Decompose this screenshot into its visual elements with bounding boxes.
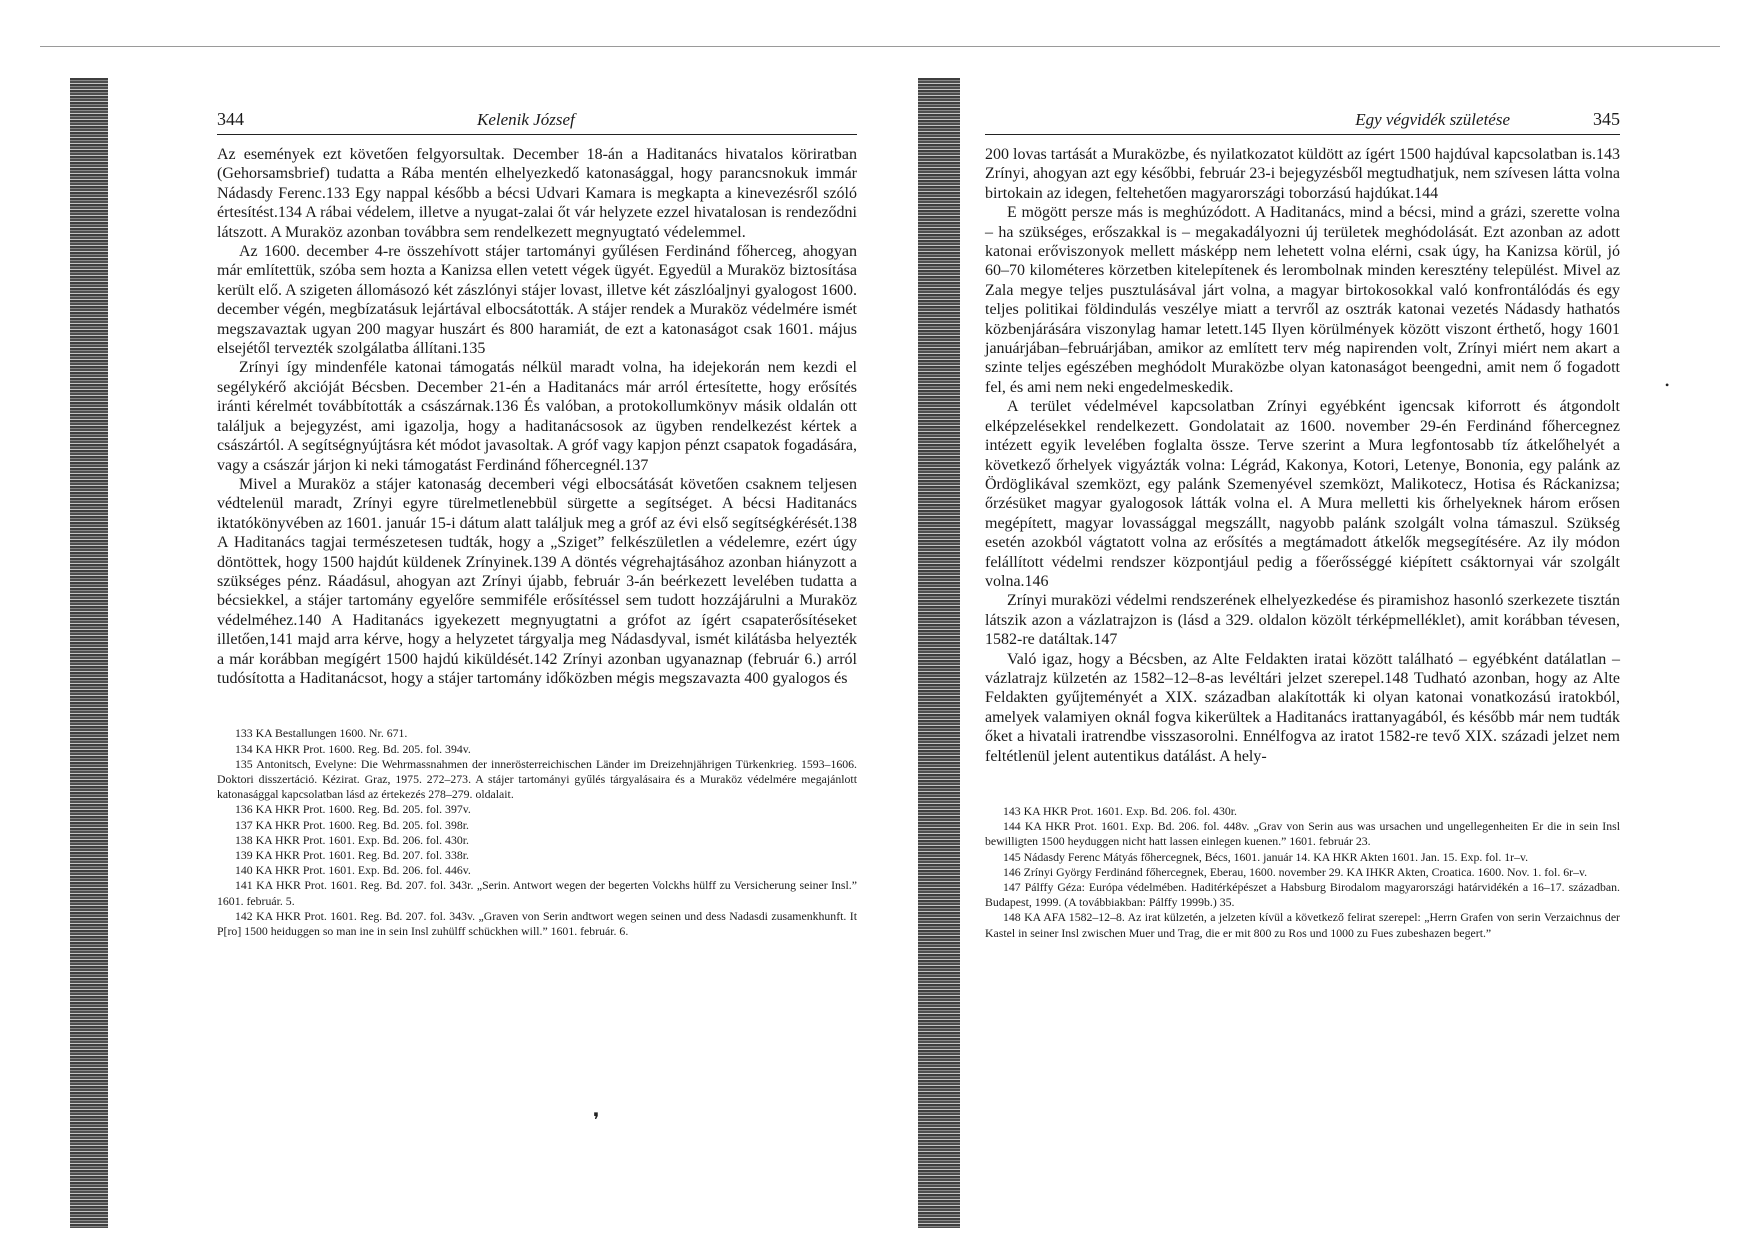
footnote: 139 KA HKR Prot. 1601. Reg. Bd. 207. fol. 338r.	[235, 848, 469, 862]
paragraph: Az 1600. december 4-re összehívott stájer tartományi gyűlésen Ferdinánd főherceg, ahogyan már említettük, szóba sem hozta a Kanizsa ellen vetett végek ügyét. Egyedül a Muraköz biztosítása került elő. A szigeten állomásozó két zászlónyi stájer lovast, illetve két zászlóaljnyi gyalogost 1600. december végén, megbízatásuk lejártával elbocsátották. A stájer rendek a Muraköz védelmére ismét megszavaztak ugyan 200 magyar huszárt és 800 haramiát, de ezt a katonaságot csak 1601. május elsejétől tervezték szolgálatba állítani.135	[217, 243, 857, 358]
footnote: 141 KA HKR Prot. 1601. Reg. Bd. 207. fol. 343r. „Serin. Antwort wegen der begerten Volckhs hülff zu Versicherung seiner Insl.” 1601. február. 5.	[217, 878, 857, 908]
paragraph: 200 lovas tartását a Muraközbe, és nyilatkozatot küldött az ígért 1500 hajdúval kapcsolatban is.143 Zrínyi, ahogyan azt egy későbbi, február 23-i bejegyzésből megtudhatjuk, nem szívesen látta volna birtokain az idegen, feltehetően magyarországi toborzású hajdúkat.144	[985, 146, 1620, 202]
right-page-body	[985, 145, 1620, 766]
running-head-right: Egy végvidék születése	[1355, 110, 1510, 129]
footnote: 147 Pálffy Géza: Európa védelmében. Haditérképészet a Habsburg Birodalom magyarországi határvidékén a 16–17. században. Budapest, 1999. (A továbbiakban: Pálffy 1999b.) 35.	[985, 880, 1620, 910]
footnote: 148 KA AFA 1582–12–8. Az irat külzetén, a jelzeten kívül a következő felirat szerepel: „Herrn Grafen von serin Verzaichnus der Kastel in seiner Insl zwischen Muer und Trag, die er mit 800 zu Ros und 1000 zu Fues zubeshazen begert.”	[985, 910, 1620, 940]
pencil-dot: •	[1665, 378, 1670, 392]
footnote: 140 KA HKR Prot. 1601. Exp. Bd. 206. fol. 446v.	[235, 863, 471, 878]
paragraph: Való igaz, hogy a Bécsben, az Alte Feldakten iratai között található – egyébként datálatlan – vázlatrajz külzetén az 1582–12–8-as levéltári jelzet szerepel.148 Tudható azonban, hogy az Alte Feldakten gyűjteményét a XIX. században alakították ki olyan katonai vonatkozású iratokból, amelyek valamiyen oknál fogva kikerültek a Haditanács irattanyagából, és később már nem tudták őket a hivatali iratrendbe visszasorolni. Ennélfogva az iratot 1582-re tevő XIX. századi jelzet nem feltétlenül jelent autentikus datálást. A hely-	[985, 650, 1620, 765]
paragraph: Az események ezt követően felgyorsultak. December 18-án a Haditanács hivatalos köriratban (Gehorsamsbrief) tudatta a Rába mentén elhelyezkedő katonasággal, hogy parancsnokuk immár Nádasdy Ferenc.133 Egy nappal később a bécsi Udvari Kamara is megkapta a kinevezésről szóló értesítést.134 A rábai védelem, illetve a nyugat-zalai őt vár helyzete ezzel hivatalosan is rendeződni látszott. A Muraköz azonban továbbra sem rendelkezett megnyugtató védelemmel.	[217, 146, 857, 241]
footnote: 138 KA HKR Prot. 1601. Exp. Bd. 206. fol. 430r.	[235, 832, 469, 847]
footnote: 144 KA HKR Prot. 1601. Exp. Bd. 206. fol. 448v. „Grav von Serin aus was ursachen und ungellegenheiten Er die in sein Insl bewilligten 1500 heyduggen nicht hatt lassen einlegen kuenen.” 1601. február 23.	[985, 819, 1620, 849]
footnote: 146 Zrínyi György Ferdinánd főhercegnek, Eberau, 1600. november 29. KA IHKR Akten, Croatica. 1600. Nov. 1. fol. 6r–v.	[1003, 864, 1588, 879]
left-page-header	[217, 100, 857, 135]
left-page	[217, 100, 857, 939]
book-gutter-shadow	[918, 78, 960, 1228]
right-page-header	[985, 100, 1620, 135]
paragraph: A terület védelmével kapcsolatban Zrínyi egyébként igencsak kiforrott és átgondolt elképzelésekkel rendelkezett. Gondolatait az 1600. november 29-én Ferdinánd főhercegnez intézett egyik levelében foglalta össze. Terve szerint a Mura legfontosabb tíz átkelőhelyét a következő őrhelyek vigyázták volna: Légrád, Kakonya, Kotori, Letenye, Bononia, egy palánk az Ördöglikával szemközt, egy palánk Szemenyével szemközt, Malikotecz, Hotisa és Ráckanizsa; őrzésüket magyar gyalogosok látták volna el. A Mura melletti kis őrhelyeknek három erősen megépített, magyar lovassággal megszállt, nagyobb palánk szolgált volna támaszul. Szükség esetén azokból vágtatott volna az erősítés a megtámadott átkelők megsegítésére. Az ily módon felállított védelmi rendszer központjául pedig a főerősséggé kiépített csáktornyai vár szolgált volna.146	[985, 398, 1620, 590]
scan-edge-line	[40, 46, 1720, 47]
running-head-left: Kelenik József	[477, 110, 575, 129]
right-page	[985, 100, 1620, 941]
page-number-right: 345	[1593, 109, 1620, 129]
footnote: 143 KA HKR Prot. 1601. Exp. Bd. 206. fol. 430r.	[1003, 804, 1237, 818]
right-footnotes	[985, 804, 1620, 941]
page-number-left: 344	[217, 109, 244, 129]
paragraph: Zrínyi muraközi védelmi rendszerének elhelyezkedése és piramishoz hasonló szerkezete tisztán látszik azon a vázlatrajzon is (lásd a 329. oldalon közölt térképmelléklet), amit korábban tévesen, 1582-re datáltak.147	[985, 592, 1620, 649]
paragraph: Mivel a Muraköz a stájer katonaság decemberi végi elbocsátását követően csaknem teljesen védtelenül maradt, Zrínyi egyre türelmetlenebbül sürgette a segítséget. A bécsi Haditanács iktatókönyvében az 1601. január 15-i dátum alatt találjuk meg a gróf az évi első segítségkérését.138 A Haditanács tagjai természetesen tudták, hogy a „Sziget” felkészületlen a védelemre, ezért úgy döntöttek, hogy 1500 hajdút küldenek Zrínyinek.139 A döntés végrehajtásához azonban hiányzott a szükséges pénz. Ráadásul, ahogyan azt Zrínyi újabb, február 3-án beérkezett levelében tudatta a bécsiekkel, a stájer tartomány egyelőre semmiféle erősítéssel sem tudott hozzájárulni a Muraköz védelméhez.140 A Haditanács igyekezett megnyugtatni a grófot az ígért csapaterősítéseket illetően,141 majd arra kérve, hogy a helyzetet tárgyalja meg Nádasdyval, ismét kilátásba helyezték a már korábban megígért 1500 hajdú kiküldését.142 Zrínyi azonban ugyanaznap (február 6.) arról tudósította a Haditanácsot, hogy a stájer tartomány időközben mégis megszavazta 400 gyalogos és	[217, 475, 857, 687]
footnote: 134 KA HKR Prot. 1600. Reg. Bd. 205. fol. 394v.	[235, 741, 471, 756]
paragraph: Zrínyi így mindenféle katonai támogatás nélkül maradt volna, ha idejekorán nem kezdi el segélykérő akcióját Bécsben. December 21-én a Haditanács már arról értesítette, hogy erősítés iránti kérelmét továbbították a császárnak.136 És valóban, a protokollumkönyv másik oldalán ott találjuk a bejegyzést, ami igazolja, hogy a haditanácsosok az ügyben rendelkezést kértek a császártól. A segítségnyújtásra két módot javasoltak. A gróf vagy kapjon pénzt csapatok fogadására, vagy a császár járjon ki neki támogatást Ferdinánd főhercegnél.137	[217, 359, 857, 474]
footnote: 142 KA HKR Prot. 1601. Reg. Bd. 207. fol. 343v. „Graven von Serin andtwort wegen seinen und dess Nadasdi zusamenkhunft. It P[ro] 1500 heiduggen so man ine in sein Insl zuhülff schückhen will.” 1601. február. 6.	[217, 908, 857, 939]
footnote: 133 KA Bestallungen 1600. Nr. 671.	[235, 726, 408, 741]
footnote: 137 KA HKR Prot. 1600. Reg. Bd. 205. fol. 398r.	[235, 817, 469, 832]
paragraph: E mögött persze más is meghúzódott. A Haditanács, mind a bécsi, mind a grázi, szerette volna – ha szükséges, erőszakkal is – megakadályozni új területek meghódolását. Ezt azonban az adott katonai erőviszonyok mellett másképp nem lehetett volna elérni, csak úgy, ha Kanizsa körül, jó 60–70 kilométeres körzetben kitelepítenek és lerombolnak minden keresztény települést. Mivel az Zala megye teljes pusztulásával járt volna, a magyar birtokosokkal való konfrontálódás és egy teljes politikai földindulás veszélye miatt a tervről az osztrák katonai vezetés Nádasdy hathatós közbenjárására viszonylag hamar letett.145 Ilyen körülmények között viszont érthető, hogy 1601 januárjában–februárjában, amikor az említett terv még napirenden volt, Zrínyi miért nem akart a szinte teljes egészében meghódolt Muraközbe olyan katonaságot beengedni, amit nem ő fogadott fel, és ami nem neki engedelmeskedik.	[985, 204, 1620, 396]
footnote: 145 Nádasdy Ferenc Mátyás főhercegnek, Bécs, 1601. január 14. KA HKR Akten 1601. Jan. 15. Exp. fol. 1r–v.	[1003, 849, 1529, 864]
left-page-body	[217, 145, 857, 688]
scan-shadow-left	[70, 78, 108, 1228]
pencil-mark: ❜	[593, 1110, 600, 1132]
left-footnotes	[217, 726, 857, 939]
footnote: 135 Antonitsch, Evelyne: Die Wehrmassnahmen der innerösterreichischen Länder im Dreizehnjährigen Türkenkrieg. 1593–1606. Doktori disszertáció. Kézirat. Graz, 1975. 272–273. A stájer tartományi gyűlés tárgyalásaira és a Muraköz védelmére megajánlott katonasággal kapcsolatban lásd az értekezés 278–279. oldalait.	[217, 756, 857, 802]
footnote: 136 KA HKR Prot. 1600. Reg. Bd. 205. fol. 397v.	[235, 802, 471, 817]
